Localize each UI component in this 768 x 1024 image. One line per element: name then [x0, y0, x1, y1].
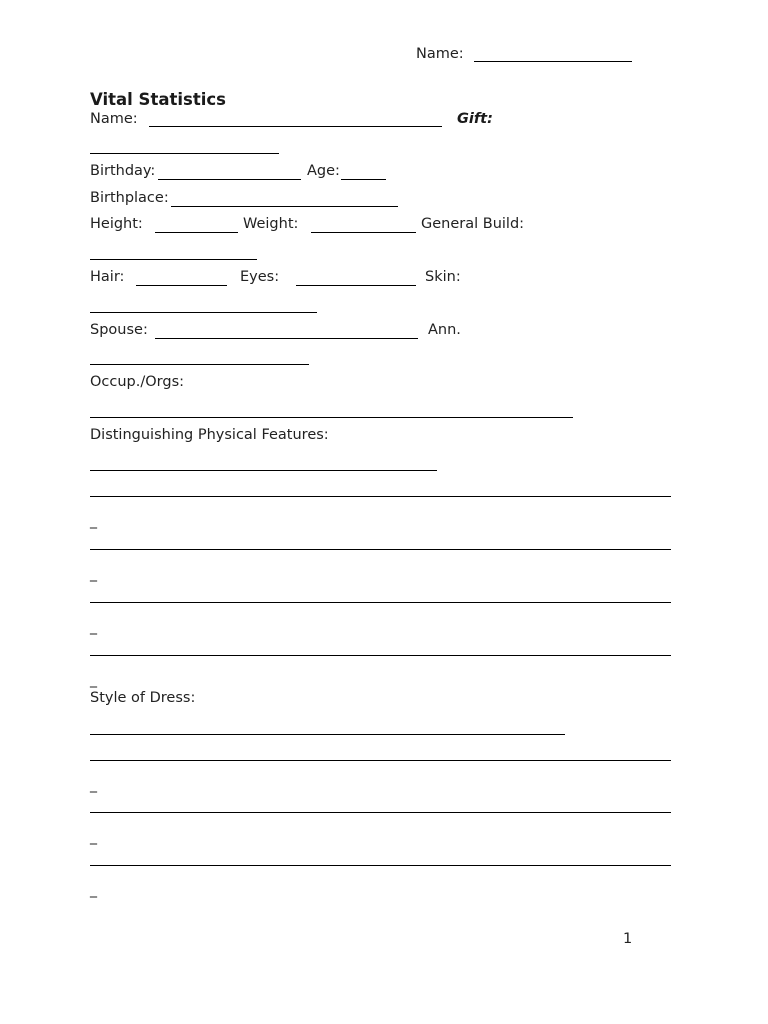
- spouse-label: Spouse:: [90, 322, 148, 338]
- features-blank-5[interactable]: [90, 655, 671, 656]
- features-label: Distinguishing Physical Features:: [90, 427, 329, 443]
- spouse-blank[interactable]: [155, 338, 418, 339]
- features-blank-1[interactable]: [90, 470, 437, 471]
- general-build-label: General Build:: [421, 216, 525, 232]
- age-blank[interactable]: [341, 179, 386, 180]
- features-blank-4[interactable]: [90, 602, 671, 603]
- continuation-mark: _: [90, 672, 97, 688]
- general-build-blank[interactable]: [90, 259, 257, 260]
- ann-blank[interactable]: [90, 364, 309, 365]
- height-label: Height:: [90, 216, 143, 232]
- section-title: Vital Statistics: [90, 90, 226, 109]
- gift-blank[interactable]: [90, 153, 279, 154]
- name-blank[interactable]: [149, 126, 442, 127]
- header-name-label: Name:: [416, 46, 464, 62]
- eyes-blank[interactable]: [296, 285, 416, 286]
- eyes-label: Eyes:: [240, 269, 280, 285]
- occupation-blank[interactable]: [90, 417, 573, 418]
- weight-blank[interactable]: [311, 232, 416, 233]
- hair-label: Hair:: [90, 269, 125, 285]
- continuation-mark: _: [90, 566, 97, 582]
- dress-blank-1[interactable]: [90, 734, 565, 735]
- hair-blank[interactable]: [136, 285, 227, 286]
- features-blank-3[interactable]: [90, 549, 671, 550]
- continuation-mark: _: [90, 513, 97, 529]
- skin-label: Skin:: [425, 269, 461, 285]
- dress-blank-4[interactable]: [90, 865, 671, 866]
- continuation-mark: _: [90, 619, 97, 635]
- skin-blank[interactable]: [90, 312, 317, 313]
- page-number: 1: [623, 931, 633, 947]
- occupation-label: Occup./Orgs:: [90, 374, 185, 390]
- dress-blank-3[interactable]: [90, 812, 671, 813]
- birthplace-label: Birthplace:: [90, 190, 169, 206]
- header-name-blank[interactable]: [474, 61, 632, 62]
- birthday-blank[interactable]: [158, 179, 301, 180]
- ann-label: Ann.: [428, 322, 461, 338]
- name-label: Name:: [90, 111, 138, 127]
- birthday-label: Birthday:: [90, 163, 156, 179]
- height-blank[interactable]: [155, 232, 238, 233]
- birthplace-blank[interactable]: [171, 206, 398, 207]
- continuation-mark: _: [90, 829, 97, 845]
- age-label: Age:: [307, 163, 340, 179]
- gift-label: Gift:: [457, 111, 493, 127]
- weight-label: Weight:: [243, 216, 299, 232]
- dress-label: Style of Dress:: [90, 690, 196, 706]
- continuation-mark: _: [90, 882, 97, 898]
- continuation-mark: _: [90, 777, 97, 793]
- features-blank-2[interactable]: [90, 496, 671, 497]
- dress-blank-2[interactable]: [90, 760, 671, 761]
